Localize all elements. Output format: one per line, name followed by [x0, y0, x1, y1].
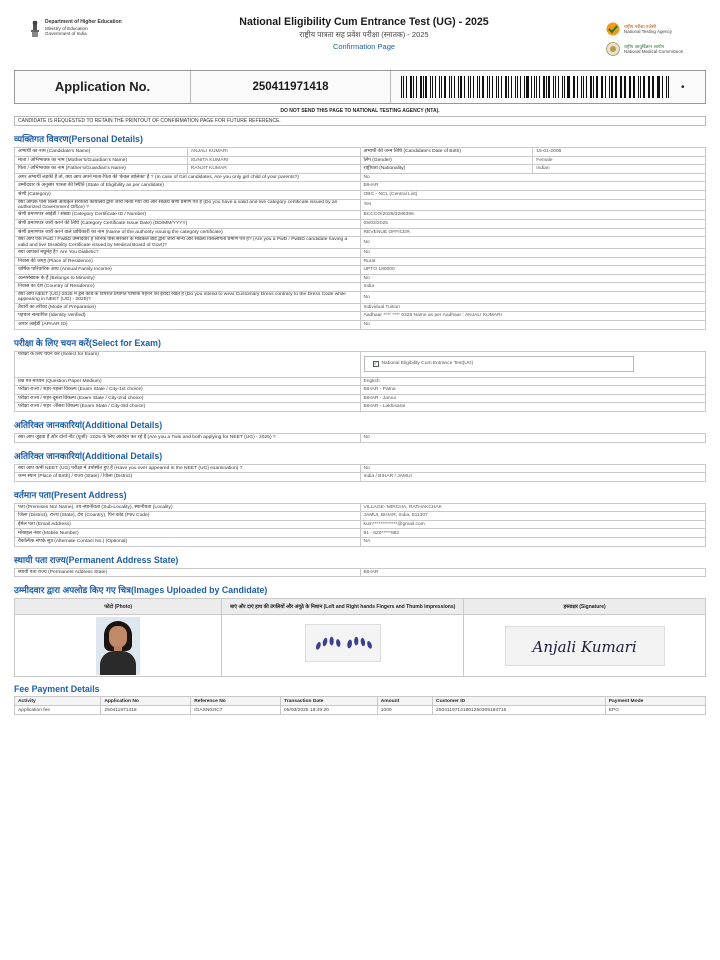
- fee-column-header: Payment Mode: [605, 697, 705, 706]
- field-label: पहचान सत्यापित (Identity Verified): [15, 312, 361, 321]
- personal-details-title: [14, 133, 706, 145]
- additional-details-title-2: [14, 450, 706, 462]
- field-value: English: [360, 377, 706, 386]
- signature-header: हस्ताक्षर (Signature): [464, 599, 706, 615]
- field-label: अगर अभ्यर्थी लड़की है तो, क्या आप अपने माता-पिता की 'केवल बालिका' है ? (In case of Girl candidates, Are you only girl child of your parents?): [15, 173, 361, 182]
- table-row: [15, 266, 706, 275]
- table-row: [15, 706, 706, 715]
- notice-do-not-send: DO NOT SEND THIS PAGE TO NATIONAL TESTING AGENCY (NTA).: [280, 108, 440, 114]
- nmc-hindi: राष्ट्रीय आयुर्विज्ञान आयोग: [624, 43, 665, 49]
- table-row: [15, 312, 706, 321]
- table-row: [15, 520, 706, 529]
- table-row: [15, 228, 706, 237]
- field-value: kum*************@gmail.com: [360, 520, 706, 529]
- present-title-english: (Present Address): [51, 489, 127, 500]
- table-row: [15, 291, 706, 303]
- application-label: Application No.: [15, 71, 191, 103]
- table-row: [15, 320, 706, 329]
- field-label: क्या आप जुड़वा है और दोनों नीट (यूजी)- 2025 के लिए आवेदन कर रहे हैं (Are you a Twin and both applying for NEET (UG) - 2025) ?: [15, 433, 361, 442]
- additional-title-english: (Additional Details): [82, 419, 163, 430]
- nmc-logo: [606, 42, 698, 56]
- table-row: [15, 156, 706, 165]
- field-label: क्या आप NEET (UG)-2025 में ड्रेस कोड के विपरीत प्रथागत पोशाक पहनने का इरादा रखते हैं (Do you intend to wear Customary Dress contrary to the Dress Code while appearing in NEET (UG) - 2025)?: [15, 291, 361, 303]
- field-label: श्रेणी प्रमाणपत्र जारी करने की तिथि (Category Certificate Issue Date) (DD/MM/YYYY): [15, 219, 361, 228]
- permanent-state-title: [14, 554, 706, 566]
- field-value: BCCCO/2025/3286396: [360, 211, 706, 220]
- field-value: BIHAR - Jamui: [360, 394, 706, 403]
- exam-title-hindi: परीक्षा के लिए चयन करें: [14, 337, 90, 348]
- nmc-english: National Medical Commission: [624, 49, 684, 54]
- field-value: VILLAGE- MIRCHA, RATHAKCHAK: [360, 503, 706, 512]
- thumb-header: बाएं और दाएं हाथ की उंगलियों और अंगूठे के निशान (Left and Right hands Fingers and Thumb impressions): [222, 599, 464, 615]
- field-label: क्या आप एक PwD / PwBD उम्मीदवार है जिनके पास सरकार के मेडिकल बोर्ड द्वारा जारी मान्य और सक्रिय विकलांगता प्रमाण पत्र है? (Are you a PwD / PwBD candidate having a valid and live Disability Certificate issued by Medical Board of Govt)?: [15, 237, 361, 249]
- field-value: NA: [360, 538, 706, 547]
- fee-table: [14, 696, 706, 715]
- photo-cell: [15, 615, 222, 677]
- field-value: UPTO 180000: [360, 266, 706, 275]
- field-label: जिला (District), राज्य (State), देश (Country), पिन कोड (PIN Code): [15, 512, 361, 521]
- field-value: No: [360, 433, 706, 442]
- table-row: [15, 473, 706, 482]
- field-label: ईमेल पता (Email Address): [15, 520, 361, 529]
- field-label: श्रेणी प्रमाणपत्र आईडी / संख्या (Category Certificate ID / Number): [15, 211, 361, 220]
- page-header: [14, 10, 706, 70]
- permanent-state-table: [14, 568, 706, 578]
- field-value: India: [360, 283, 706, 292]
- field-label: क्या आपको मधुमेह है? Are You Diabetic?: [15, 248, 361, 257]
- field-value: OBC - NCL (Central List): [360, 190, 706, 199]
- additional-details-title: [14, 419, 706, 431]
- permanent-title-hindi: स्थायी पता राज्य: [14, 554, 66, 565]
- field-label: निवास की जगह (Place of Residence): [15, 257, 361, 266]
- exam-select-label: परीक्षा के लिए चयन करें (Select for Exam): [15, 351, 361, 377]
- fee-column-header: Amount: [377, 697, 432, 706]
- nta-hindi: राष्ट्रीय परीक्षा एजेंसी: [624, 23, 656, 29]
- page-title: National Eligibility Cum Entrance Test (UG) - 2025: [239, 16, 489, 28]
- ministry-logo: [30, 20, 122, 38]
- personal-title-english: (Personal Details): [68, 134, 143, 144]
- field-label: क्या आपके पास किसी अधिकृत सरकारी कार्यालय द्वारा जारी किया गया वैध और सक्रिय श्रेणी प्रमाण पत्र है (Do you have a valid and live category certificate issued by an authorized Government Office) ?: [15, 199, 361, 211]
- nmc-logo-icon: [606, 42, 620, 56]
- exam-table: [14, 351, 706, 412]
- field-value: Individual Tuition: [360, 303, 706, 312]
- fee-cell: IGASN02IC7: [191, 706, 281, 715]
- nta-english: National Testing Agency: [624, 29, 672, 34]
- fee-cell: 05/03/2025 18:49:20: [281, 706, 378, 715]
- confirmation-page: [14, 10, 706, 715]
- field-value: 91 - 620*****882: [360, 529, 706, 538]
- table-row: [15, 529, 706, 538]
- field-value: Female: [533, 156, 706, 165]
- fee-cell: 25041197141801250305194716: [433, 706, 606, 715]
- field-label: अभ्यर्थी का नाम (Candidate's Name): [15, 148, 188, 157]
- field-value: ANJALI KUMARI: [187, 148, 360, 157]
- field-value: Aadhaar **** **** 0325 Name as per Aadhaar : ANJALI KUMARI: [360, 312, 706, 321]
- field-label: अल्पसंख्यक के हैं (Belongs to Minority): [15, 274, 361, 283]
- field-value: No: [360, 291, 706, 303]
- field-label: निवास का देश (Country of Residence): [15, 283, 361, 292]
- nta-logo-icon: [606, 22, 620, 36]
- bullet-mark: •: [681, 81, 685, 93]
- fee-cell: Application fee: [15, 706, 101, 715]
- field-label: पता (Premises No/ Name), उप-स्थानीयता (Sub-Locality), स्थानीयता (Locality): [15, 503, 361, 512]
- field-label: राष्ट्रीयता (Nationality): [360, 165, 533, 174]
- field-value: BIHAR: [360, 182, 706, 191]
- table-row: [15, 274, 706, 283]
- field-value: No: [360, 464, 706, 473]
- table-row: [15, 211, 706, 220]
- field-value: No: [360, 173, 706, 182]
- table-row: [15, 464, 706, 473]
- field-value: BIHAR - Lakhisarai: [360, 403, 706, 412]
- nta-logo: [606, 22, 698, 36]
- field-label: वार्षिक पारिवारिक आय (Annual Family Income): [15, 266, 361, 275]
- page-title-hindi: राष्ट्रीय पात्रता सह प्रवेश परीक्षा (स्नातक) - 2025: [299, 30, 429, 39]
- field-value: 05/03/2025: [360, 219, 706, 228]
- fee-column-header: Customer ID: [433, 697, 606, 706]
- images-title-english: (Images Uploaded by Candidate): [130, 585, 268, 596]
- field-label: वैकल्पिक संपर्क सूत्र (Alternate Contact No.) (Optional): [15, 538, 361, 547]
- field-label: श्रेणी (Category): [15, 190, 361, 199]
- fee-title: Fee Payment Details: [14, 684, 100, 695]
- fee-column-header: Transaction Date: [281, 697, 378, 706]
- field-value: Yes: [360, 199, 706, 211]
- exam-title: [14, 337, 706, 349]
- fee-column-header: Activity: [15, 697, 101, 706]
- field-label: पिता / अभिभावक का नाम (Father's/Guardian's Name): [15, 165, 188, 174]
- field-value: JAMUI, BIHAR, India, 811307: [360, 512, 706, 521]
- fee-column-header: Reference No: [191, 697, 281, 706]
- table-row: [15, 190, 706, 199]
- field-label: अपार आईडी (APAAR ID): [15, 320, 361, 329]
- ministry-line3: Government of India: [45, 31, 87, 37]
- table-row: [15, 173, 706, 182]
- field-label: मोबाइल नंबर (Mobile Number): [15, 529, 361, 538]
- notice-retain: CANDIDATE IS REQUESTED TO RETAIN THE PRINTOUT OF CONFIRMATION PAGE FOR FUTURE REFERENCE.: [14, 116, 706, 126]
- present-address-title: [14, 489, 706, 501]
- field-label: परीक्षा राज्य / शहर -तीसरा विकल्प (Exam State / City-3rd choice): [15, 403, 361, 412]
- table-row: [15, 568, 706, 577]
- field-value: BIHAR: [360, 568, 706, 577]
- photo-header: फोटो (Photo): [15, 599, 222, 615]
- table-row: [15, 538, 706, 547]
- table-row: [15, 148, 706, 157]
- table-row: [15, 257, 706, 266]
- table-row: [15, 237, 706, 249]
- ministry-line2: Ministry of Education: [45, 25, 88, 31]
- field-value: No: [360, 320, 706, 329]
- present-address-table: [14, 503, 706, 547]
- table-row: [15, 386, 706, 395]
- signature-image: Anjali Kumari: [505, 626, 665, 666]
- field-value: 15-01-2008: [533, 148, 706, 157]
- images-title: [14, 584, 706, 596]
- images-title-hindi: उम्मीदवार द्वारा अपलोड किए गए चित्र: [14, 585, 131, 596]
- field-value: Rural: [360, 257, 706, 266]
- field-label: प्रश्न पत्र माध्यम (Question Paper Medium): [15, 377, 361, 386]
- field-value: RANJIT KUMAR: [187, 165, 360, 174]
- field-label: श्रेणी प्रमाणपत्र जारी करने वाले प्राधिकारी का नाम (Name of the authority issuing the category certificate): [15, 228, 361, 237]
- table-row: [15, 182, 706, 191]
- table-row: [15, 394, 706, 403]
- images-table: [14, 598, 706, 677]
- table-row: [15, 303, 706, 312]
- fingerprint-impressions: [305, 624, 381, 662]
- field-value: No: [360, 237, 706, 249]
- field-label: तैयारी का तरीका (Mode of Preparation): [15, 303, 361, 312]
- application-number-box: [14, 70, 706, 104]
- personal-details-table: [14, 147, 706, 330]
- permanent-title-english: (Permanent Address State): [65, 554, 179, 565]
- field-value: No: [360, 248, 706, 257]
- national-emblem-icon: [30, 20, 40, 38]
- fee-cell: EPG: [605, 706, 705, 715]
- field-label: माता / अभिभावक का नाम (Mother's/Guardian's Name): [15, 156, 188, 165]
- table-row: [15, 512, 706, 521]
- additional2-title-hindi: अतिरिक्त जानकारियां: [14, 450, 83, 461]
- field-label: अभ्यर्थी की जन्म तिथि (Candidate's Date of Birth): [360, 148, 533, 157]
- page-subtitle: Confirmation Page: [332, 42, 396, 51]
- exam-checkbox-item: [364, 356, 634, 372]
- barcode-icon: [401, 76, 671, 98]
- fee-cell: 250411971418: [101, 706, 191, 715]
- field-label: उम्मीदवार के अनुसार पात्रता की स्थिति (State of Eligibility as per candidate): [15, 182, 361, 191]
- additional-title-hindi: अतिरिक्त जानकारियां: [14, 419, 83, 430]
- field-value: Indian: [533, 165, 706, 174]
- field-label: क्या आप कभी NEET (UG) परीक्षा में उपस्थित हुए है (Have you ever appeared in the NEET (UG) examination) ?: [15, 464, 361, 473]
- field-label: जन्म स्थान (Place of Birth) / राज्य (State) / जिला (District): [15, 473, 361, 482]
- checkbox-checked-icon: ✓: [373, 361, 378, 368]
- field-value: India / BIHAR / JAMUI: [360, 473, 706, 482]
- field-value: REVENUE OFFICER: [360, 228, 706, 237]
- thumb-cell: [222, 615, 464, 677]
- candidate-photo: [96, 617, 140, 675]
- field-value: BIHAR - Patna: [360, 386, 706, 395]
- fee-column-header: Application No: [101, 697, 191, 706]
- table-row: [15, 433, 706, 442]
- fee-cell: 1000: [377, 706, 432, 715]
- ministry-line1: Department of Higher Education: [45, 19, 122, 25]
- exam-select-cell: [360, 351, 706, 377]
- field-value: SUNITA KUMARI: [187, 156, 360, 165]
- additional-details-table: [14, 433, 706, 443]
- table-row: [15, 377, 706, 386]
- additional2-title-english: (Additional Details): [82, 450, 163, 461]
- field-value: No: [360, 274, 706, 283]
- selected-exam: National Eligibility Cum Entrance Test(UG): [381, 361, 474, 367]
- additional-details-table-2: [14, 464, 706, 482]
- table-row: [15, 283, 706, 292]
- signature-cell: [464, 615, 706, 677]
- personal-title-hindi: व्यक्तिगत विवरण: [14, 134, 69, 144]
- field-label: लिंग (Gender): [360, 156, 533, 165]
- table-row: [15, 403, 706, 412]
- table-row: [15, 165, 706, 174]
- table-row: [15, 199, 706, 211]
- present-title-hindi: वर्तमान पता: [14, 489, 52, 500]
- application-number: 250411971418: [191, 71, 391, 103]
- table-row: [15, 248, 706, 257]
- field-label: परीक्षा राज्य / शहर-दूसरा विकल्प (Exam State / City-2nd choice): [15, 394, 361, 403]
- table-row: [15, 219, 706, 228]
- field-label: स्थायी पता राज्य (Permanent Address State): [15, 568, 361, 577]
- table-row: [15, 351, 706, 377]
- exam-title-english: (Select for Exam): [89, 337, 161, 348]
- field-label: परीक्षा राज्य / शहर-पहला विकल्प (Exam State / City-1st choice): [15, 386, 361, 395]
- table-row: [15, 503, 706, 512]
